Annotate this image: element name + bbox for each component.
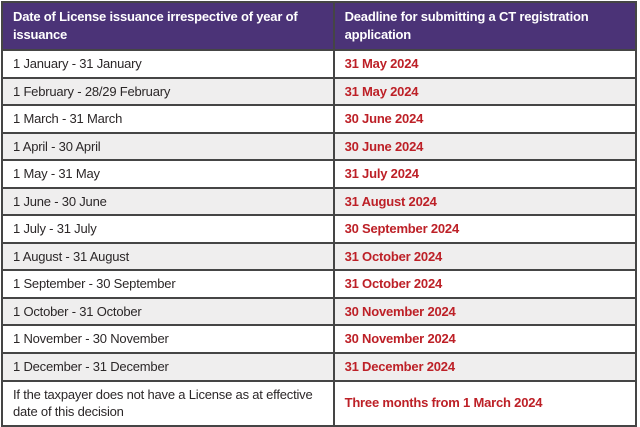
license-period-cell: 1 August - 31 August [2, 243, 334, 271]
deadline-cell: 31 July 2024 [334, 160, 636, 188]
license-period-cell: 1 February - 28/29 February [2, 78, 334, 106]
deadline-cell: 31 May 2024 [334, 78, 636, 106]
ct-registration-deadline-table [1, 1, 637, 427]
license-period-cell: If the taxpayer does not have a License as at effective date of this decision [2, 381, 334, 426]
license-period-cell: 1 March - 31 March [2, 105, 334, 133]
license-period-cell: 1 June - 30 June [2, 188, 334, 216]
license-period-cell: 1 April - 30 April [2, 133, 334, 161]
table-row [2, 50, 636, 78]
deadline-cell: 30 June 2024 [334, 105, 636, 133]
table-row [2, 78, 636, 106]
table-row [2, 325, 636, 353]
table-row [2, 160, 636, 188]
license-period-cell: 1 October - 31 October [2, 298, 334, 326]
deadline-cell: 31 December 2024 [334, 353, 636, 381]
table-row [2, 215, 636, 243]
deadline-cell: 31 August 2024 [334, 188, 636, 216]
deadline-cell: 31 October 2024 [334, 243, 636, 271]
header-row [2, 2, 636, 50]
deadline-cell: 31 October 2024 [334, 270, 636, 298]
table-row [2, 298, 636, 326]
table-row [2, 381, 636, 426]
deadline-cell: 31 May 2024 [334, 50, 636, 78]
license-period-cell: 1 December - 31 December [2, 353, 334, 381]
deadline-cell: 30 September 2024 [334, 215, 636, 243]
deadline-cell: 30 November 2024 [334, 298, 636, 326]
table-row [2, 353, 636, 381]
deadline-cell: 30 June 2024 [334, 133, 636, 161]
license-period-cell: 1 January - 31 January [2, 50, 334, 78]
header-license-issuance-date: Date of License issuance irrespective of year of issuance [2, 2, 334, 50]
table-row [2, 105, 636, 133]
license-period-cell: 1 September - 30 September [2, 270, 334, 298]
table-row [2, 133, 636, 161]
table-row [2, 188, 636, 216]
license-period-cell: 1 November - 30 November [2, 325, 334, 353]
deadline-cell: Three months from 1 March 2024 [334, 381, 636, 426]
deadline-cell: 30 November 2024 [334, 325, 636, 353]
table-row [2, 243, 636, 271]
license-period-cell: 1 May - 31 May [2, 160, 334, 188]
header-ct-registration-deadline: Deadline for submitting a CT registration application [334, 2, 636, 50]
license-period-cell: 1 July - 31 July [2, 215, 334, 243]
table-row [2, 270, 636, 298]
